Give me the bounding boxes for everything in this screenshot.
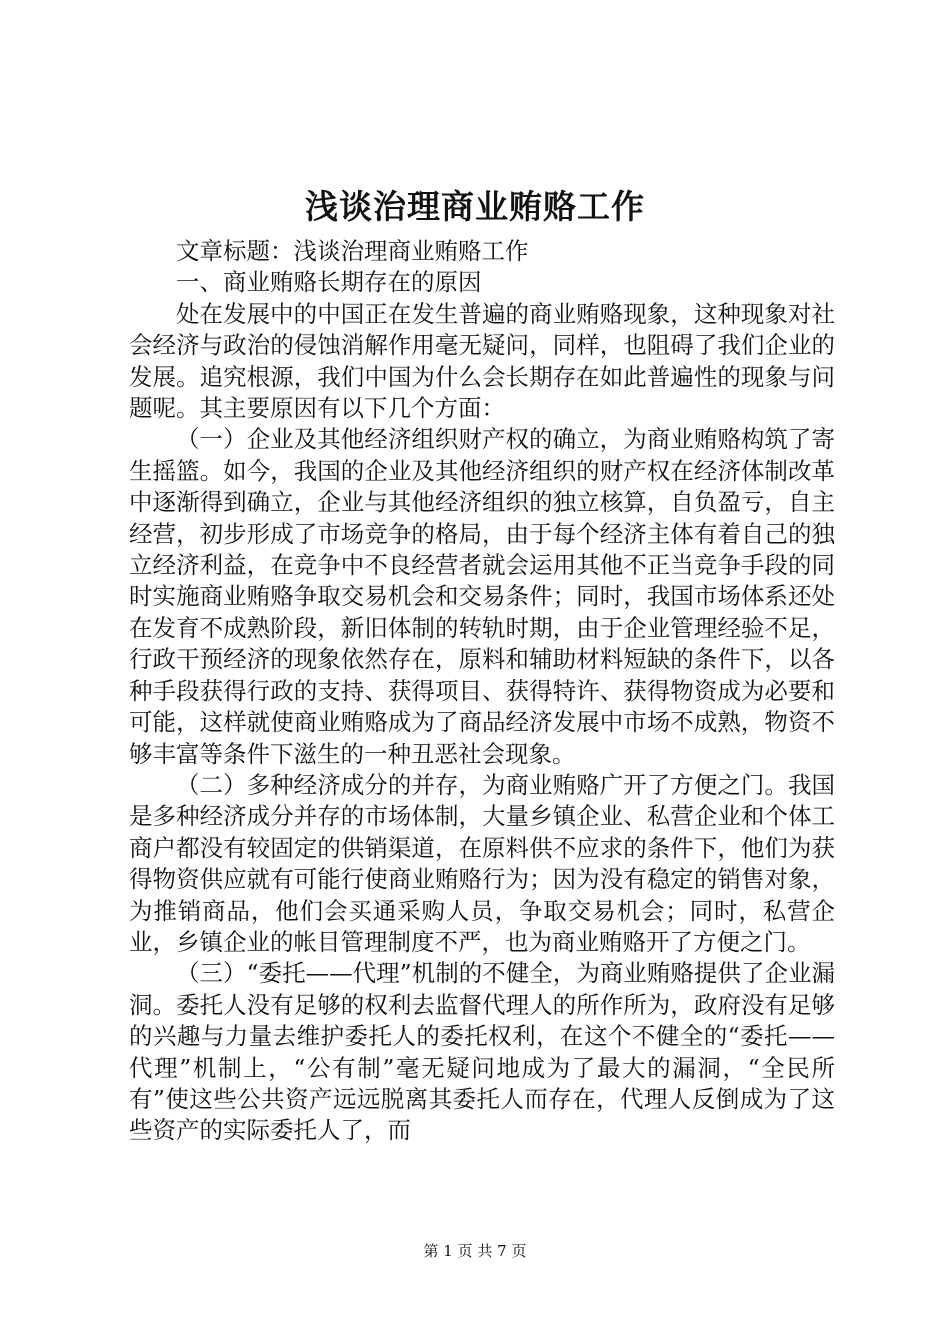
section-heading: 一、商业贿赂长期存在的原因: [176, 268, 482, 297]
body-paragraph: （一）企业及其他经济组织财产权的确立，为商业贿赂构筑了寄生摇篮。如今，我国的企业及其他经济组织的财产权在经济体制改革中逐渐得到确立，企业与其他经济组织的独立核算，自负盈亏，自主经营，初步形成了市场竞争的格局，由于每个经济主体有着自己的独立经济利益，在竞争中不良经营者就会运用其他不正当竞争手段的同时实施商业贿赂争取交易机会和交易条件；同时，我国市场体系还处在发育不成熟阶段，新旧体制的转轨时期，由于企业管理经验不足，行政干预经济的现象依然存在，原料和辅助材料短缺的条件下，以各种手段获得行政的支持、获得项目、获得特许、获得物资成为必要和可能，这样就使商业贿赂成为了商品经济发展中市场不成熟，物资不够丰富等条件下滋生的一种丑恶社会现象。: [129, 425, 835, 768]
body-paragraph: 处在发展中的中国正在发生普遍的商业贿赂现象，这种现象对社会经济与政治的侵蚀消解作用毫无疑问，同样，也阻碍了我们企业的发展。追究根源，我们中国为什么会长期存在如此普遍性的现象与问题呢。其主要原因有以下几个方面：: [129, 299, 835, 423]
article-title-line: 文章标题：浅谈治理商业贿赂工作: [176, 237, 529, 265]
page-footer: 第 1 页 共 7 页: [423, 1242, 527, 1260]
document-title: 浅谈治理商业贿赂工作: [305, 187, 645, 226]
body-paragraph: （二）多种经济成分的并存，为商业贿赂广开了方便之门。我国是多种经济成分并存的市场体制，大量乡镇企业、私营企业和个体工商户都没有较固定的供销渠道，在原料供不应求的条件下，他们为获得物资供应就有可能行使商业贿赂行为；因为没有稳定的销售对象，为推销商品，他们会买通采购人员，争取交易机会；同时，私营企业，乡镇企业的帐目管理制度不严，也为商业贿赂开了方便之门。: [129, 770, 835, 956]
document-body: [129, 236, 835, 1147]
body-paragraph: （三）“委托——代理”机制的不健全，为商业贿赂提供了企业漏洞。委托人没有足够的权利去监督代理人的所作所为，政府没有足够的兴趣与力量去维护委托人的委托权利，在这个不健全的“委托——代理”机制上，“公有制”毫无疑问地成为了最大的漏洞，“全民所有”使这些公共资产远远脱离其委托人而存在，代理人反倒成为了这些资产的实际委托人了，而: [129, 959, 835, 1145]
